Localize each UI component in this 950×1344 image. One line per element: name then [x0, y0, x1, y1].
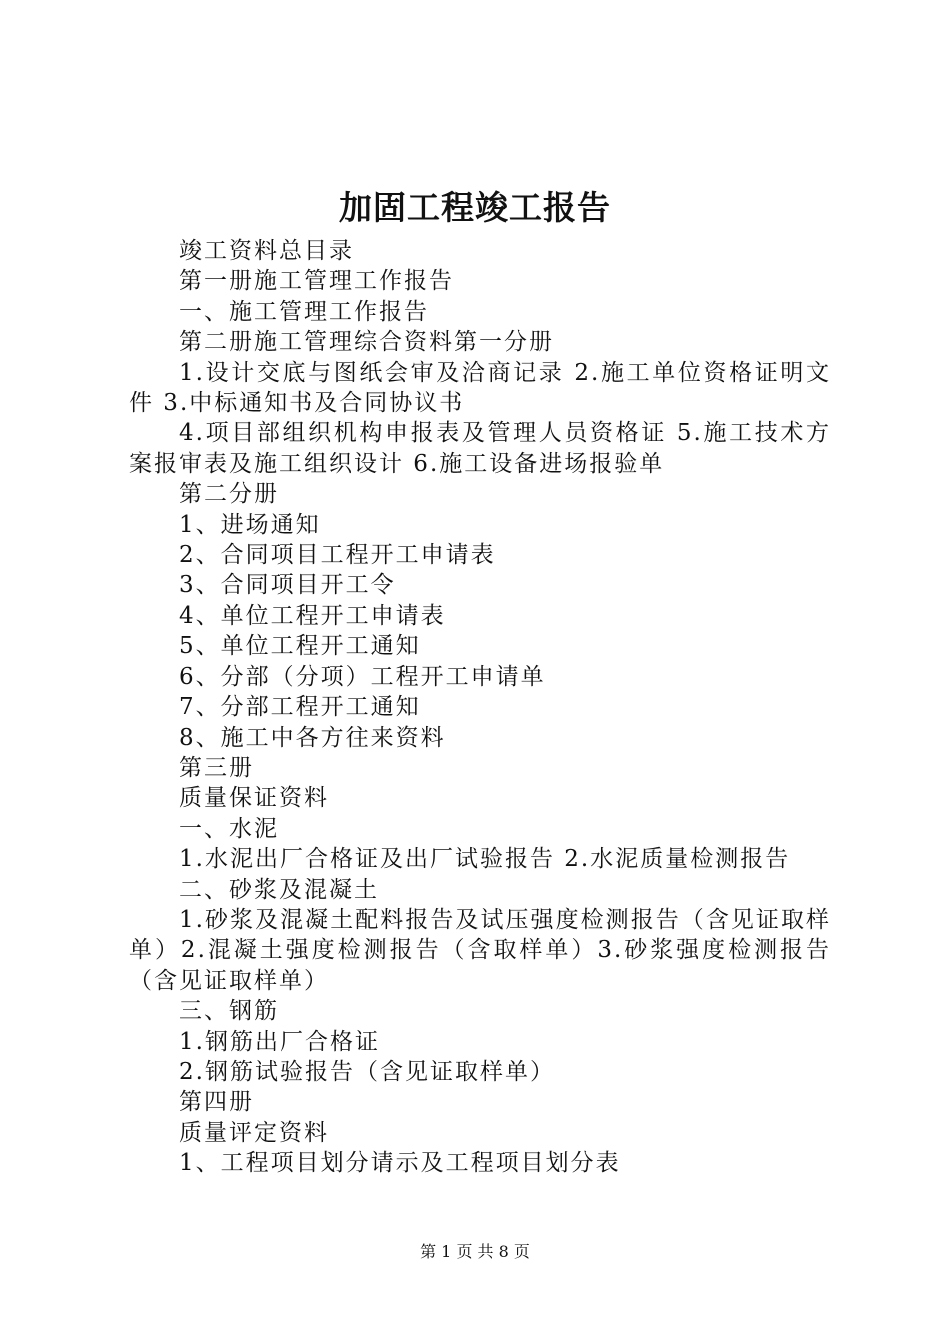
paragraph: 第二分册 — [179, 481, 279, 508]
paragraph: 第四册 — [179, 1089, 254, 1116]
paragraph: 1.水泥出厂合格证及出厂试验报告 2.水泥质量检测报告 — [179, 846, 791, 873]
paragraph: 二、砂浆及混凝土 — [179, 876, 379, 903]
paragraph: 5、单位工程开工通知 — [179, 633, 421, 660]
paragraph: 7、分部工程开工通知 — [179, 694, 421, 721]
paragraph: 一、水泥 — [179, 815, 279, 842]
paragraph: 4.项目部组织机构申报表及管理人员资格证 5.施工技术方案报审表及施工组织设计 6.施工设备进场报验单 — [129, 420, 831, 477]
paragraph: 第一册施工管理工作报告 — [179, 268, 454, 295]
paragraph: 三、钢筋 — [179, 998, 279, 1025]
paragraph: 1.砂浆及混凝土配料报告及试压强度检测报告（含见证取样单）2.混凝土强度检测报告（含取样单）3.砂浆强度检测报告（含见证取样单） — [129, 906, 831, 994]
paragraph: 一、施工管理工作报告 — [179, 298, 429, 325]
document-body — [129, 236, 831, 1179]
paragraph: 1.钢筋出厂合格证 — [179, 1028, 380, 1055]
paragraph: 第二册施工管理综合资料第一分册 — [179, 329, 554, 356]
paragraph: 4、单位工程开工申请表 — [179, 602, 446, 629]
paragraph: 第三册 — [179, 754, 254, 781]
paragraph: 质量保证资料 — [179, 785, 329, 812]
paragraph: 3、合同项目开工令 — [179, 572, 396, 599]
paragraph: 6、分部（分项）工程开工申请单 — [179, 663, 546, 690]
page-number: 第 1 页 — [420, 1242, 473, 1261]
paragraph: 竣工资料总目录 — [179, 238, 354, 264]
paragraph: 2.钢筋试验报告（含见证取样单） — [179, 1058, 555, 1085]
document-title: 加固工程竣工报告 — [339, 188, 611, 227]
page-total: 共 8 页 — [477, 1242, 530, 1261]
paragraph: 1.设计交底与图纸会审及洽商记录 2.施工单位资格证明文件 3.中标通知书及合同协议书 — [129, 359, 831, 417]
paragraph: 质量评定资料 — [179, 1119, 329, 1146]
paragraph: 1、工程项目划分请示及工程项目划分表 — [179, 1150, 621, 1177]
paragraph: 2、合同项目工程开工申请表 — [179, 542, 496, 569]
paragraph: 1、进场通知 — [179, 511, 321, 538]
paragraph: 8、施工中各方往来资料 — [179, 724, 446, 751]
page-footer — [0, 1240, 950, 1264]
